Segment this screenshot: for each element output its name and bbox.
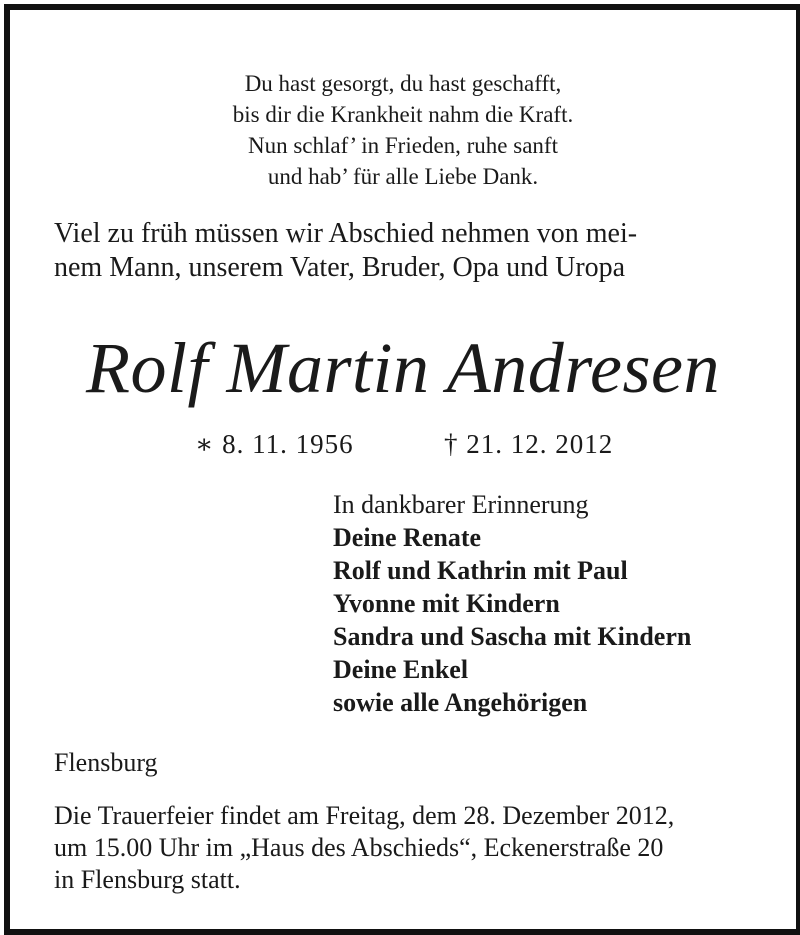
service-line: in Flensburg statt. bbox=[54, 865, 241, 894]
service-line: Die Trauerfeier findet am Freitag, dem 28. Dezember 2012, bbox=[54, 801, 675, 830]
intro-text bbox=[54, 217, 759, 285]
mourners-block bbox=[333, 488, 773, 719]
obituary-frame bbox=[4, 4, 800, 935]
mourner-name: Sandra und Sascha mit Kindern bbox=[333, 622, 692, 651]
birth-date: ∗ 8. 11. 1956 bbox=[195, 429, 354, 459]
place-name: Flensburg bbox=[54, 748, 158, 777]
poem-line: Nun schlaf’ in Frieden, ruhe sanft bbox=[248, 133, 558, 158]
intro-line: Viel zu früh müssen wir Abschied nehmen von mei- bbox=[54, 218, 638, 249]
poem-line: bis dir die Krankheit nahm die Kraft. bbox=[232, 102, 574, 127]
death-date: † 21. 12. 2012 bbox=[444, 429, 614, 459]
intro-line: nem Mann, unserem Vater, Bruder, Opa und Uropa bbox=[54, 252, 626, 283]
service-line: um 15.00 Uhr im „Haus des Abschieds“, Eckenerstraße 20 bbox=[54, 833, 664, 862]
mourner-name: Deine Renate bbox=[333, 523, 482, 552]
mourner-name: Rolf und Kathrin mit Paul bbox=[333, 556, 628, 585]
memorial-poem bbox=[10, 68, 796, 192]
mourner-name: sowie alle Angehörigen bbox=[333, 688, 588, 717]
mourner-name: Yvonne mit Kindern bbox=[333, 589, 560, 618]
poem-line: Du hast gesorgt, du hast geschafft, bbox=[244, 71, 562, 96]
poem-line: und hab’ für alle Liebe Dank. bbox=[267, 164, 539, 189]
deceased-name: Rolf Martin Andresen bbox=[86, 328, 720, 408]
service-notice bbox=[54, 800, 774, 896]
mourner-name: Deine Enkel bbox=[333, 655, 469, 684]
mourners-lead: In dankbarer Erinnerung bbox=[333, 490, 589, 519]
